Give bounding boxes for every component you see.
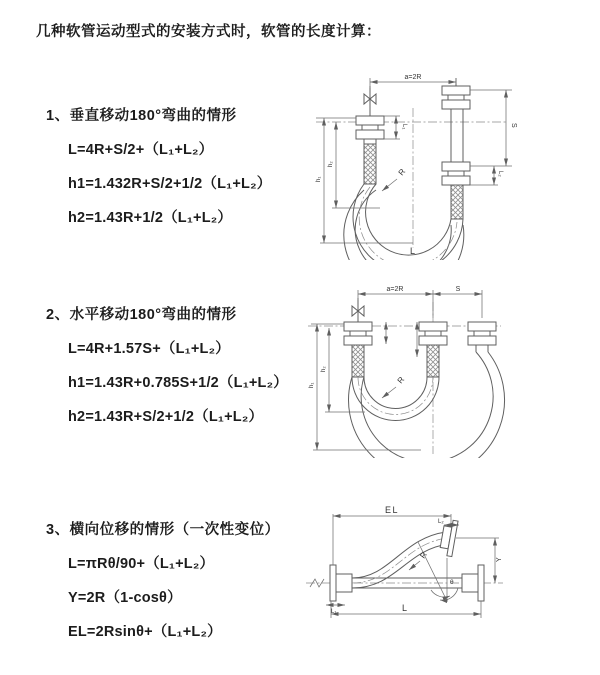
flange-left (330, 565, 352, 601)
dim-label-l2: L₂ (438, 519, 444, 525)
dim-label-el: EL (384, 505, 400, 515)
section-vertical-movement (46, 104, 316, 227)
radius-label: R (396, 167, 408, 178)
dim-label-y: Y (496, 557, 503, 562)
dim-label-h1: h₁ (309, 382, 315, 388)
hose-end-middle (419, 322, 447, 377)
dim-label-l2: L₂ (497, 171, 503, 177)
formula-line: L=4R+1.57S+（L₁+L₂） (68, 341, 230, 357)
diagram-horizontal-180-bend (303, 282, 600, 458)
formula-line: h1=1.432R+S/2+1/2（L₁+L₂） (68, 176, 272, 192)
dimension-lines (316, 74, 517, 256)
formula-line: L=4R+S/2+（L₁+L₂） (68, 142, 214, 158)
formula-line: h2=1.43R+S/2+1/2（L₁+L₂） (68, 409, 264, 425)
hose-end-right (442, 78, 470, 219)
dim-label-s: S (455, 286, 461, 293)
formula-line: h2=1.43R+1/2（L₁+L₂） (68, 210, 233, 226)
formula-line: Y=2R（1-cosθ） (68, 590, 182, 606)
length-label: L (410, 246, 416, 256)
flange-right-lower (462, 565, 484, 601)
dim-label-width: a=2R (404, 74, 422, 81)
section-heading: 1、垂直移动180°弯曲的情形 (46, 108, 237, 124)
hose-u-bend (344, 184, 464, 260)
diagram-vertical-180-bend (308, 70, 600, 260)
dim-label-h1: h₁ (316, 176, 322, 182)
dimension-lines (309, 286, 482, 450)
dim-label-s: S (510, 123, 517, 128)
section-heading: 2、水平移动180°弯曲的情形 (46, 307, 237, 323)
hose-end-left (356, 86, 384, 184)
radius-label: R (395, 375, 407, 386)
page-title: 几种软管运动型式的安装方式时，软管的长度计算： (36, 24, 381, 40)
hose-end-left (344, 298, 372, 377)
formula-line: h1=1.43R+0.785S+1/2（L₁+L₂） (68, 375, 288, 391)
diagram-lateral-displacement (298, 500, 600, 650)
dim-label-h2: h₂ (328, 161, 334, 167)
dim-label-width: a=2R (386, 286, 404, 293)
dimension-lines (326, 505, 503, 618)
pipe-break-symbol (310, 579, 324, 587)
formula-line: L=πRθ/90+（L₁+L₂） (68, 556, 215, 572)
dim-label-l1: L₁ (401, 124, 407, 130)
dim-label-l: L (402, 603, 408, 613)
section-lateral-displacement (46, 518, 316, 641)
angle-label: θ (450, 579, 454, 586)
section-heading: 3、横向位移的情形（一次性变位） (46, 522, 280, 538)
radius-label: R (418, 550, 429, 561)
dim-label-h2: h₂ (321, 366, 327, 372)
hose-end-right (468, 322, 496, 352)
section-horizontal-movement (46, 303, 316, 426)
formula-line: EL=2Rsinθ+（L₁+L₂） (68, 624, 222, 640)
dim-label-l1: L₁ (331, 609, 337, 615)
